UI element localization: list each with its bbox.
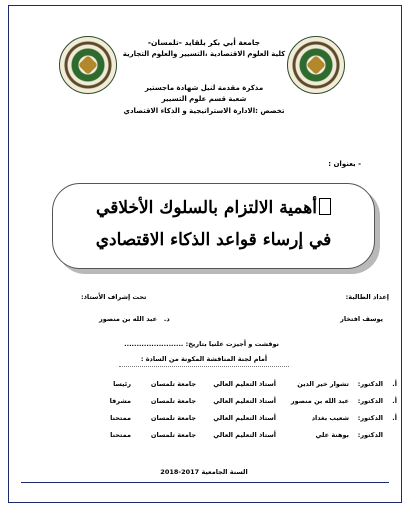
academic-year: السنة الجامعية 2017-2018 [160, 468, 248, 476]
supervisor-name: د. عبد الله بن منصور [99, 315, 170, 323]
specialty-line: تخصص :الادارة الاستراتيجية و الذكاء الاقتصادي [123, 107, 285, 115]
student-name: يوسف افتخار [340, 315, 383, 323]
thesis-title-line-1: أهمية الالتزام بالسلوك الأخلاقي [53, 198, 374, 218]
jury-row: الدكتور: بوهنة علي أستاذ التعليم العالي جامعة تلمسان ممتحنا [110, 431, 383, 439]
supervisor-label: تحت إشراف الأستاذ: [81, 293, 147, 301]
jury-intro: أمام لجنة المناقشة المكونة من السادة : [140, 355, 268, 363]
student-label: إعداد الطالبة: [345, 293, 389, 301]
footer-rule [21, 482, 389, 483]
defense-date: نوقشت و أجيزت علنيا بتاريخ: ........................ [124, 340, 279, 348]
title-label: - بعنوان : [328, 160, 361, 168]
title-box [52, 183, 375, 269]
placeholder-box-icon [319, 198, 331, 215]
document-page [8, 5, 402, 503]
jury-row: أ. الدكتور: تشوار خير الدين أستاذ التعليم العالي جامعة تلمسان رئيسا [113, 380, 397, 388]
faculty-name: كلية العلوم الاقتصادية ،التسيير والعلوم التجارية [122, 50, 286, 58]
university-name: جامعة أبي بكر بلقايد -تلمسان- [147, 38, 261, 47]
jury-row: أ. الدكتور: عبد الله بن منصور أستاذ التعليم العالي جامعة تلمسان مشرفا [109, 397, 397, 405]
jury-row: أ. الدكتور: شعيب بغداد أستاذ التعليم العالي جامعة تلمسان ممتحنا [110, 414, 397, 422]
memo-line: مذكرة مقدمة لنيل شهادة ماجستير [144, 84, 264, 92]
department-line: شعبة قسم علوم التسيير [161, 95, 247, 103]
thesis-title-line-2: في إرساء قواعد الذكاء الاقتصادي [95, 230, 332, 250]
dotted-rule [119, 366, 289, 367]
